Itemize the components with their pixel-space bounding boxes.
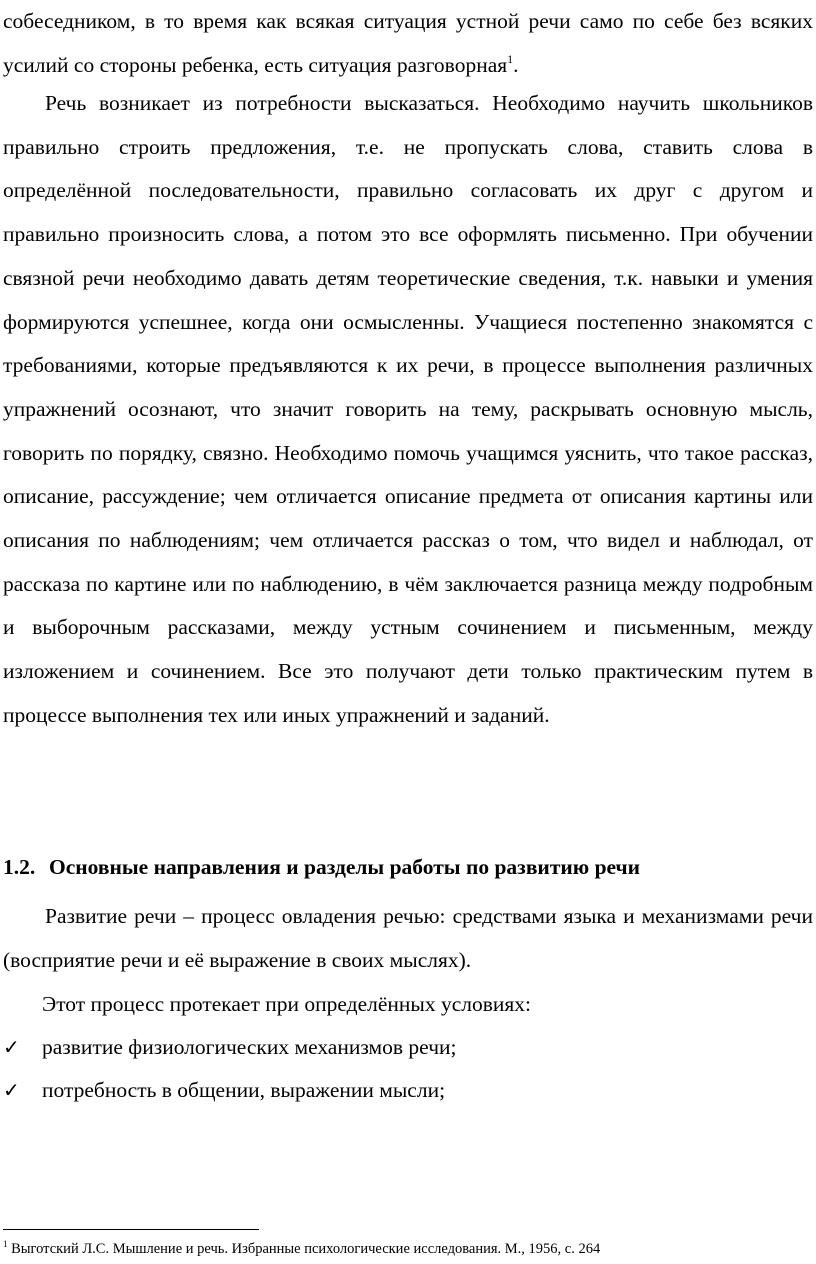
footnote-separator (3, 1229, 259, 1230)
footnote-reference: 1 (507, 51, 514, 66)
footnote (3, 1240, 813, 1258)
condition-text: развитие физиологических механизмов речи; (42, 1035, 457, 1059)
section-heading (3, 846, 813, 889)
conditions-intro: Этот процесс протекает при определённых условиях: (42, 992, 532, 1016)
footnote-marker: 1 (3, 1239, 8, 1249)
definition-paragraph: Развитие речи – процесс овладения речью: средствами языка и механизмами речи (восприятие речи и её выражение в своих мыслях). (3, 904, 813, 972)
condition-text: потребность в общении, выражении мысли; (42, 1078, 446, 1102)
main-paragraph: Речь возникает из потребности высказаться. Необходимо научить школьников правильно строить предложения, т.е. не пропускать слова, ставить слова в определённой последовательности, правильно согласовать их друг с другом и правильно произносить слова, а потом это все оформлять письменно. При обучении связной речи необходимо давать детям теоретические сведения, т.к. навыки и умения формируются успешнее, когда они осмысленны. Учащиеся постепенно знакомятся с требованиями, которые предъявляются к их речи, в процессе выполнения различных упражнений осознают, что значит говорить на тему, раскрывать основную мысль, говорить по порядку, связно. Необходимо помочь учащимся уяснить, что такое рассказ, описание, рассуждение; чем отличается описание предмета от описания картины или описания по наблюдениям; чем отличается рассказ о том, что видел и наблюдал, от рассказа по картине или по наблюдению, в чём заключается разница между подробным и выборочным рассказами, между устным сочинением и письменным, между изложением и сочинением. Все это получают дети только практическим путем в процессе выполнения тех или иных упражнений и заданий. (3, 91, 813, 727)
continuation-tail: . (513, 52, 519, 77)
checkmark-icon: ✓ (3, 1078, 20, 1102)
continuation-text: собеседником, в то время как всякая ситуация устной речи само по себе без всяких усилий со стороны ребенка, есть ситуация разговорная (3, 9, 813, 77)
condition-item (3, 1026, 813, 1069)
checkmark-icon: ✓ (3, 1035, 20, 1059)
continuation-paragraph (3, 0, 813, 87)
section-title: Основные направления и разделы работы по развитию речи (49, 855, 641, 879)
condition-item (3, 1069, 813, 1112)
section-number: 1.2. (3, 855, 36, 879)
footnote-text: Выготский Л.С. Мышление и речь. Избранные психологические исследования. М., 1956, с. 264 (7, 1241, 601, 1257)
